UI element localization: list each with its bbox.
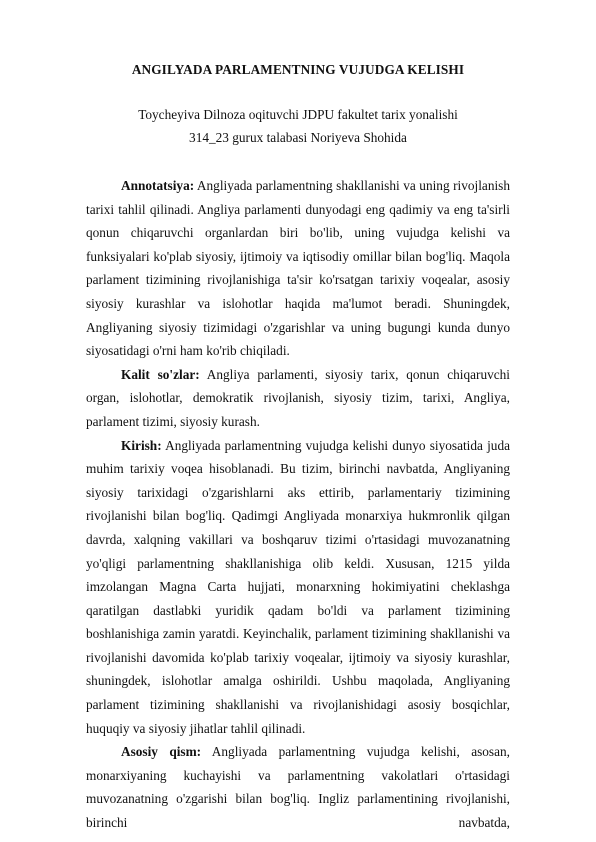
introduction-text: Angliyada parlamentning vujudga kelishi dunyo siyosatida juda muhim tarixiy voqea hisoblanadi. Bu tizim, birinchi navbatda, Angliyaning siyosiy tarixidagi o'zgarishlarni aks ettirib, parlamentariy tizimining rivojlanishi bilan bog'liq. Qadimgi Angliyada monarxiya hukmronlik qilgan davrda, xalqning vakillari va boshqaruv tizimi o'rtasidagi muvozanatning yo'qligi parlamentning shakllanishiga olib keldi. Xususan, 1215 yilda imzolangan Magna Carta hujjati, monarxning hokimiyatini cheklashga qaratilgan dastlabki yuridik qadam bo'ldi va parlament tizimining boshlanishiga zamin yaratdi. Keyinchalik, parlament tizimining shakllanishi va rivojlanishi davomida ko'plab tarixiy voqealar, ijtimoiy va siyosiy kurashlar, shuningdek, islohotlar amalga oshirildi. Ushbu maqolada, Angliyaning parlament tizimining shakllanishi va rivojlanishidagi asosiy bosqichlar, huquqiy va siyosiy jihatlar tahlil qilinadi. <box>86 437 510 736</box>
author-line-2: 314_23 gurux talabasi Noriyeva Shohida <box>189 130 407 145</box>
introduction-paragraph <box>86 434 510 741</box>
keywords-paragraph <box>86 363 510 434</box>
introduction-heading: Kirish: <box>121 437 162 453</box>
keywords-heading: Kalit so'zlar: <box>121 366 200 382</box>
document-title: ANGILYADA PARLAMENTNING VUJUDGA KELISHI <box>131 62 465 77</box>
article-body <box>86 174 510 835</box>
main-part-paragraph <box>86 740 510 834</box>
main-part-text: Angliyada parlamentning vujudga kelishi, asosan, monarxiyaning kuchayishi va parlamentning vakolatlari o'rtasidagi muvozanatning o'zgarishi bilan bog'liq. Ingliz parlamentining rivojlanishi, birinchi navbatda, <box>86 744 510 831</box>
author-line-1: Toycheyiva Dilnoza oqituvchi JDPU fakultet tarix yonalishi <box>138 107 458 122</box>
annotation-heading: Annotatsiya: <box>121 178 195 193</box>
annotation-text: Angliyada parlamentning shakllanishi va uning rivojlanish tarixi tahlil qilinadi. Angliya parlamenti dunyodagi eng qadimiy va eng ta'sirli qonun chiqaruvchi organlardan biri bo'lib, uning vujudga kelishi va funksiyalari ko'plab siyosiy, ijtimoiy va iqtisodiy omillar bilan bog'liq. Maqola parlament tizimining rivojlanishiga ta'sir ko'rsatgan tarixiy voqealar, asosiy siyosiy kurashlar va islohotlar haqida ma'lumot beradi. Shuningdek, Angliyaning siyosiy tizimidagi o'zgarishlar va uning bugungi kunda dunyo siyosatidagi o'rni ham ko'rib chiqiladi. <box>86 178 510 359</box>
keywords-text: Angliya parlamenti, siyosiy tarix, qonun chiqaruvchi organ, islohotlar, demokratik rivojlanish, siyosiy tizim, tarixi, Angliya, parlament tizimi, siyosiy kurash. <box>86 366 510 429</box>
annotation-paragraph <box>86 174 510 363</box>
main-part-heading: Asosiy qism: <box>121 744 202 760</box>
